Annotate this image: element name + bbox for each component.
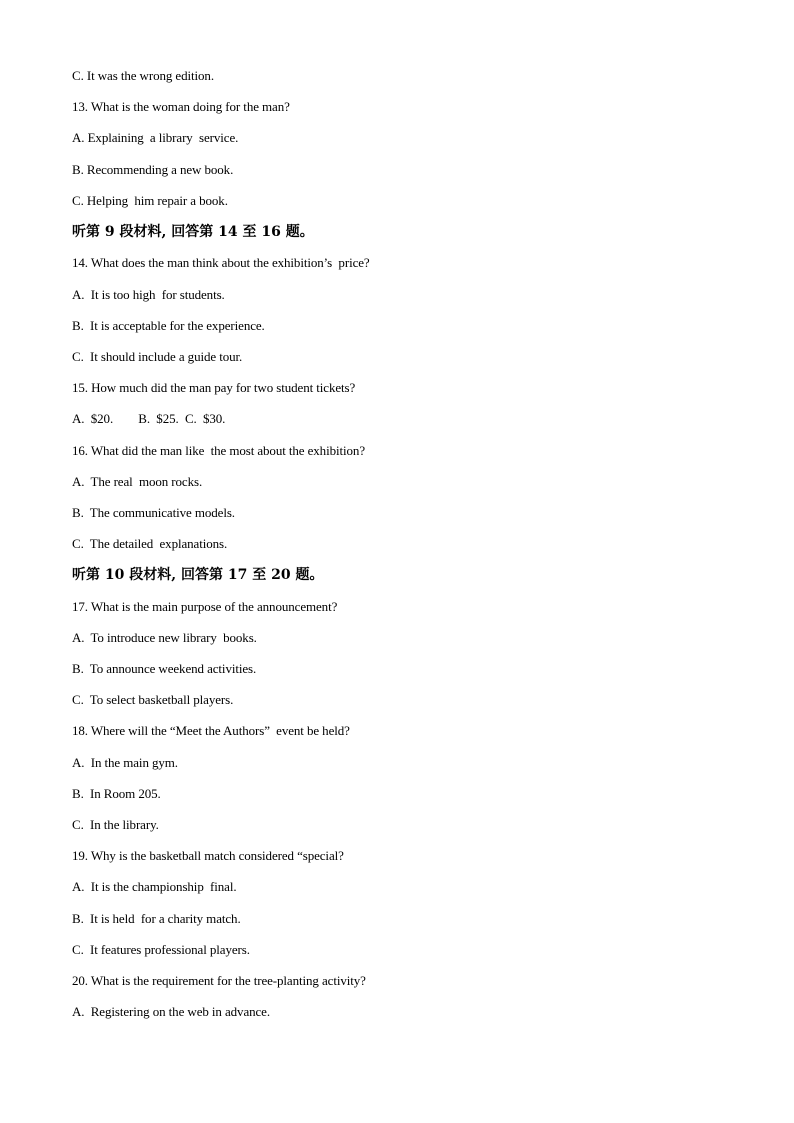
question-text: 18. Where will the “Meet the Authors” event be held?: [72, 723, 350, 738]
question-text: 14. What does the man think about the exhibition’s price?: [72, 255, 370, 270]
option-text: B. Recommending a new book.: [72, 162, 234, 177]
question-text: 17. What is the main purpose of the announcement?: [72, 599, 338, 614]
section-heading: 听第 9 段材料, 回答第 14 至 16 题。: [72, 224, 314, 240]
option-text: C. To select basketball players.: [72, 692, 234, 707]
option-text: B. To announce weekend activities.: [72, 661, 257, 676]
option-text: C. It was the wrong edition.: [72, 68, 214, 83]
option-text: C. It should include a guide tour.: [72, 349, 243, 364]
option-text: B. The communicative models.: [72, 505, 235, 520]
option-text: C. Helping him repair a book.: [72, 193, 228, 208]
section-heading: 听第 10 段材料, 回答第 17 至 20 题。: [72, 567, 324, 583]
option-text: A. The real moon rocks.: [72, 474, 203, 489]
option-text: A. Explaining a library service.: [72, 130, 239, 145]
option-text: B. It is acceptable for the experience.: [72, 318, 265, 333]
option-text: B. In Room 205.: [72, 786, 161, 801]
question-text: 16. What did the man like the most about the exhibition?: [72, 443, 366, 458]
question-text: 20. What is the requirement for the tree-planting activity?: [72, 973, 366, 988]
option-text: C. It features professional players.: [72, 942, 250, 957]
option-text: A. It is the championship final.: [72, 879, 237, 894]
option-text: A. It is too high for students.: [72, 287, 225, 302]
option-text: A. To introduce new library books.: [72, 630, 257, 645]
option-text: A. Registering on the web in advance.: [72, 1004, 271, 1019]
question-text: 19. Why is the basketball match considered “special?: [72, 848, 344, 863]
option-text: B. It is held for a charity match.: [72, 911, 241, 926]
option-text: C. The detailed explanations.: [72, 536, 228, 551]
question-text: 13. What is the woman doing for the man?: [72, 99, 290, 114]
option-text: C. In the library.: [72, 817, 159, 832]
question-text: 15. How much did the man pay for two student tickets?: [72, 380, 356, 395]
option-text: A. In the main gym.: [72, 755, 178, 770]
option-text: A. $20. B. $25. C. $30.: [72, 411, 226, 426]
